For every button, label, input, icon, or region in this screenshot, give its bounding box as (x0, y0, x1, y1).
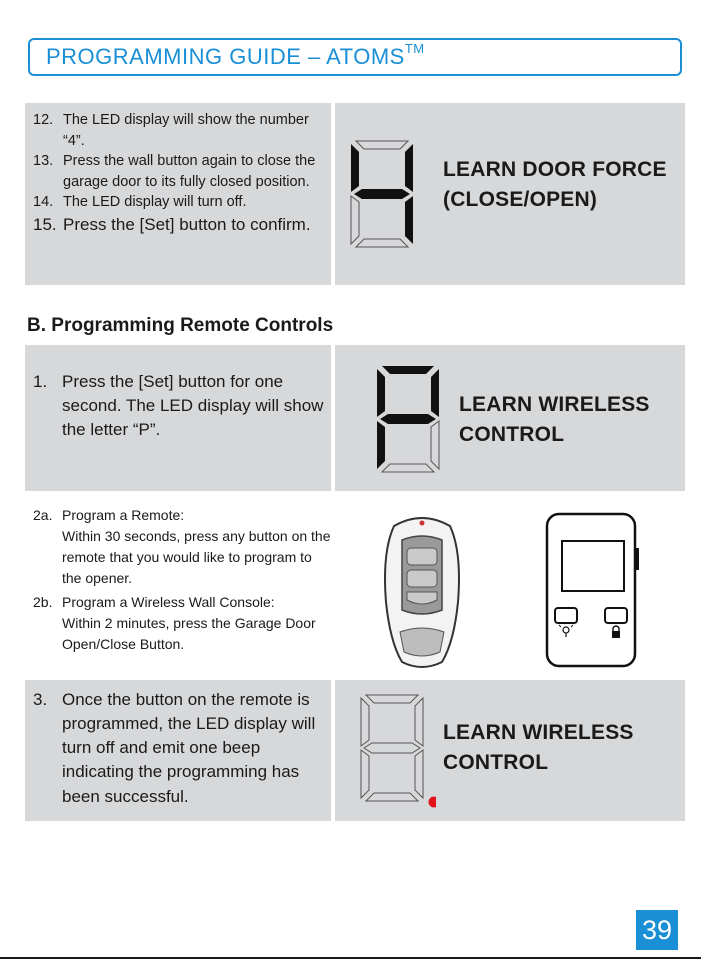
step-3: 3. Once the button on the remote is programmed, the LED display will turn off and emit one beep indicating the programming has been successful. (33, 690, 316, 806)
learn-door-force-title: LEARN DOOR FORCE (CLOSE/OPEN) (443, 158, 667, 212)
steps-list-4 (25, 688, 325, 809)
header-box (28, 38, 682, 76)
seven-segment-4 (346, 138, 418, 250)
section-b-heading: B. Programming Remote Controls (27, 315, 334, 336)
remote-control-icon (380, 512, 464, 672)
led-dot (429, 797, 437, 808)
step-2a: 2a. Program a Remote: (33, 507, 185, 523)
page-number-badge: 39 (636, 910, 678, 950)
wall-console-icon (545, 512, 641, 668)
step-13: 13. Press the wall button again to close the garage door to its fully closed position. (33, 153, 316, 190)
seven-segment-off (356, 692, 436, 812)
steps-list-1 (25, 110, 325, 237)
step-1: 1. Press the [Set] button for one second. The LED display will show the letter “P”. (33, 372, 324, 440)
step-12: 12. The LED display will show the number “4”. (33, 112, 309, 149)
learn-wireless-title-2: LEARN WIRELESS CONTROL (443, 721, 634, 775)
step-15: 15. Press the [Set] button to confirm. (33, 214, 311, 234)
step-14: 14. The LED display will turn off. (33, 194, 247, 211)
page-title: PROGRAMMING GUIDE – ATOMS™ (46, 41, 425, 69)
bottom-rule (0, 957, 701, 959)
step-2a-body: Within 30 seconds, press any button on the remote that you would like to program to the opener. (62, 528, 331, 586)
step-2b: 2b. Program a Wireless Wall Console: (33, 594, 275, 610)
learn-wireless-title-1: LEARN WIRELESS CONTROL (459, 393, 650, 447)
step-2b-body: Within 2 minutes, press the Garage Door Open/Close Button. (62, 615, 316, 652)
seven-segment-p (372, 363, 444, 475)
steps-list-3 (25, 505, 335, 655)
steps-list-2 (25, 370, 325, 442)
